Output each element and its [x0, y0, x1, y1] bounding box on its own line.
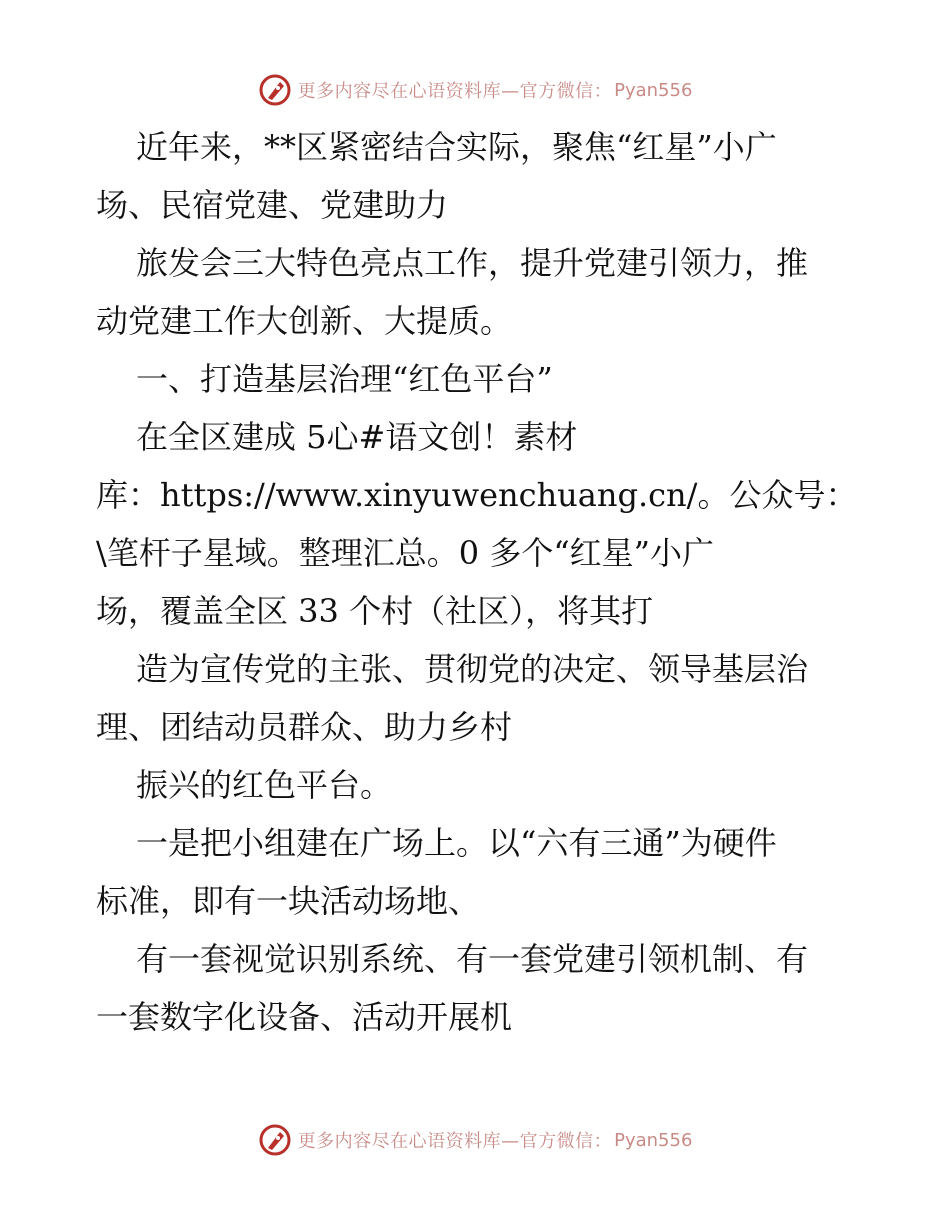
pen-nib-icon: [258, 1123, 292, 1157]
document-body: [96, 118, 856, 1046]
paragraph-line: 动党建工作大创新、大提质。: [96, 302, 513, 340]
watermark-text: 更多内容尽在心语资料库—官方微信：: [297, 81, 613, 102]
paragraph-line: 理、团结动员群众、助力乡村: [96, 708, 513, 746]
paragraph-line: 有一套视觉识别系统、有一套党建引领机制、有: [136, 940, 809, 978]
header-watermark: [0, 70, 950, 110]
watermark-wechat-id: Pyan556: [614, 1129, 693, 1151]
footer-watermark: [0, 1120, 950, 1160]
paragraph-line: 库：https://www.xinyuwenchuang.cn/。公众号：: [96, 476, 858, 514]
watermark-wechat-id: Pyan556: [614, 79, 693, 101]
paragraph-line: \笔杆子星域。整理汇总。0 多个“红星”小广: [96, 534, 715, 572]
section-heading: 一、打造基层治理“红色平台”: [136, 360, 553, 398]
watermark-text: 更多内容尽在心语资料库—官方微信：: [297, 1131, 613, 1152]
paragraph-line: 场、民宿党建、党建助力: [96, 186, 449, 224]
paragraph-line: 一是把小组建在广场上。以“六有三通”为硬件: [136, 824, 777, 862]
paragraph-line: 振兴的红色平台。: [136, 766, 393, 804]
paragraph-line: 场，覆盖全区 33 个村（社区），将其打: [96, 592, 654, 630]
paragraph-line: 标准，即有一块活动场地、: [96, 882, 481, 920]
pen-nib-icon: [258, 73, 292, 107]
paragraph-line: 一套数字化设备、活动开展机: [96, 998, 513, 1036]
paragraph-line: 造为宣传党的主张、贯彻党的决定、领导基层治: [136, 650, 809, 688]
paragraph-line: 旅发会三大特色亮点工作，提升党建引领力，推: [136, 244, 809, 282]
paragraph-line: 在全区建成 5心#语文创！素材: [136, 418, 578, 456]
paragraph-line: 近年来，**区紧密结合实际，聚焦“红星”小广: [136, 128, 777, 166]
